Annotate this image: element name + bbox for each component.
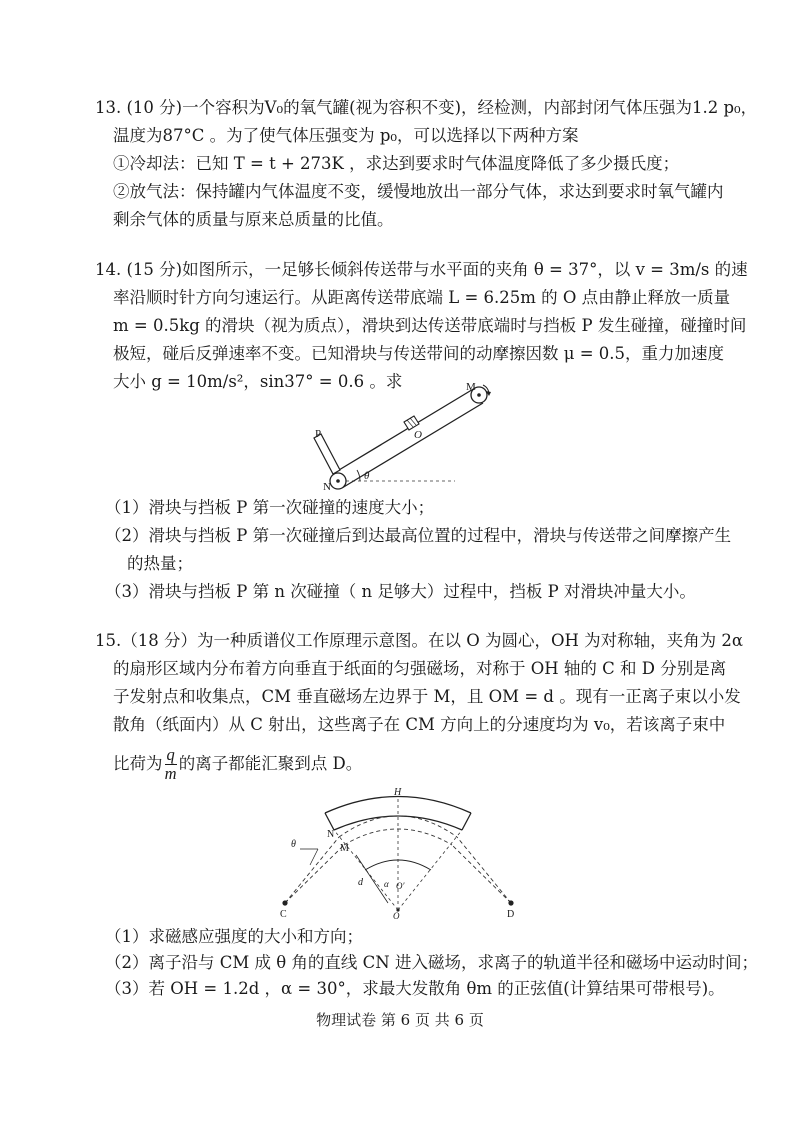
- q13-line-4: ②放气法：保持罐内气体温度不变，缓慢地放出一部分气体，求达到要求时氧气罐内: [113, 182, 724, 201]
- slider-block: [404, 416, 419, 430]
- mass-spectrometer-figure: [270, 785, 530, 920]
- pulley-m-axle: [477, 393, 481, 397]
- q15-line-5-start: 比荷为: [113, 754, 163, 773]
- point-c: [282, 900, 287, 905]
- q13-line-1: 13. (10 分)一个容积为V₀的氧气罐(视为容积不变)，经检测，内部封闭气体压强为1.2 p₀，: [95, 98, 758, 117]
- sector-outer-arc: [325, 797, 471, 814]
- q15-sub-1: （1）求磁感应强度的大小和方向；: [105, 927, 363, 946]
- sector-left-edge: [325, 813, 334, 830]
- label-theta: θ: [364, 470, 370, 482]
- q14-line-5: 大小 g = 10m/s²，sin37° = 0.6 。求: [113, 372, 403, 391]
- label-o: O: [393, 911, 400, 920]
- label-m: M: [340, 843, 349, 854]
- point-d: [508, 900, 513, 905]
- ion-path-to-d-inner: [452, 845, 511, 903]
- q15-line-5: [113, 744, 362, 784]
- charge-mass-fraction: [165, 746, 177, 783]
- q15-line-5-end: 的离子都能汇聚到点 D。: [178, 754, 363, 773]
- label-d: d: [358, 877, 363, 888]
- label-c: C: [280, 909, 287, 920]
- q14-sub-1: （1）滑块与挡板 P 第一次碰撞的速度大小；: [105, 498, 435, 517]
- q14-line-2: 率沿顺时针方向匀速运行。从距离传送带底端 L = 6.25m 的 O 点由静止释放一质量: [113, 288, 731, 307]
- label-h: H: [394, 787, 402, 798]
- q14-line-3: m = 0.5kg 的滑块（视为质点），滑块到达传送带底端时与挡板 P 发生碰撞，碰撞时间: [113, 316, 747, 335]
- label-alpha: α: [384, 879, 389, 889]
- label-n: N: [327, 829, 335, 840]
- sector-right-edge: [462, 813, 471, 830]
- fraction-denominator: m: [164, 764, 177, 783]
- belt-upper-line: [334, 388, 475, 473]
- q15-sub-2: （2）离子沿与 CM 成 θ 角的直线 CN 进入磁场，求离子的轨道半径和磁场中运动时间；: [105, 953, 758, 972]
- ion-path-cm: [285, 845, 344, 903]
- q15-line-1: 15.（18 分）为一种质谱仪工作原理示意图。在以 O 为圆心，OH 为对称轴，夹角为 2α: [95, 631, 744, 650]
- conveyor-belt-figure: [300, 380, 500, 495]
- label-n: N: [323, 481, 331, 493]
- label-theta: θ: [291, 839, 296, 850]
- q15-line-4: 散角（纸面内）从 C 射出，这些离子在 CM 方向上的分速度均为 v₀，若该离子束中: [113, 715, 726, 734]
- label-d-point: D: [507, 909, 515, 920]
- ion-path-to-d-outer: [457, 837, 511, 903]
- label-p: P: [315, 428, 322, 440]
- label-o: O: [414, 429, 422, 441]
- q14-line-1: 14. (15 分)如图所示，一足够长倾斜传送带与水平面的夹角 θ = 37°，以 v = 3m/s 的速: [95, 260, 748, 279]
- q15-sub-3: （3）若 OH = 1.2d ，α = 30°，求最大发散角 θm 的正弦值(计算结果可带根号)。: [105, 979, 725, 998]
- q13-line-2: 温度为87°C 。为了使气体压强变为 p₀，可以选择以下两种方案: [113, 126, 579, 145]
- fraction-numerator: q: [166, 745, 175, 764]
- label-o-prime: O′: [396, 881, 405, 891]
- baffle-p: [314, 434, 340, 474]
- q13-line-3: ①冷却法：已知 T = t + 273K ，求达到要求时气体温度降低了多少摄氏度；: [113, 154, 680, 173]
- q14-sub-2b: 的热量；: [127, 554, 193, 573]
- q15-line-3: 子发射点和收集点，CM 垂直磁场左边界于 M，且 OM = d 。现有一正离子束以小发: [113, 687, 741, 706]
- radial-line-right: [398, 830, 462, 910]
- q14-sub-3: （3）滑块与挡板 P 第 n 次碰撞（ n 足够大）过程中，挡板 P 对滑块冲量大小。: [105, 582, 696, 601]
- q14-sub-2a: （2）滑块与挡板 P 第一次碰撞后到达最高位置的过程中，滑块与传送带之间摩擦产生: [105, 526, 732, 545]
- q15-line-2: 的扇形区域内分布着方向垂直于纸面的匀强磁场，对称于 OH 轴的 C 和 D 分别是离: [113, 659, 727, 678]
- label-m: M: [466, 381, 476, 393]
- q13-line-5: 剩余气体的质量与原来总质量的比值。: [113, 210, 394, 229]
- page-footer: 物理试卷 第 6 页 共 6 页: [316, 1011, 484, 1029]
- q14-line-4: 极短，碰后反弹速率不变。已知滑块与传送带间的动摩擦因数 μ = 0.5，重力加速度: [113, 344, 725, 363]
- pulley-n-axle: [336, 479, 340, 483]
